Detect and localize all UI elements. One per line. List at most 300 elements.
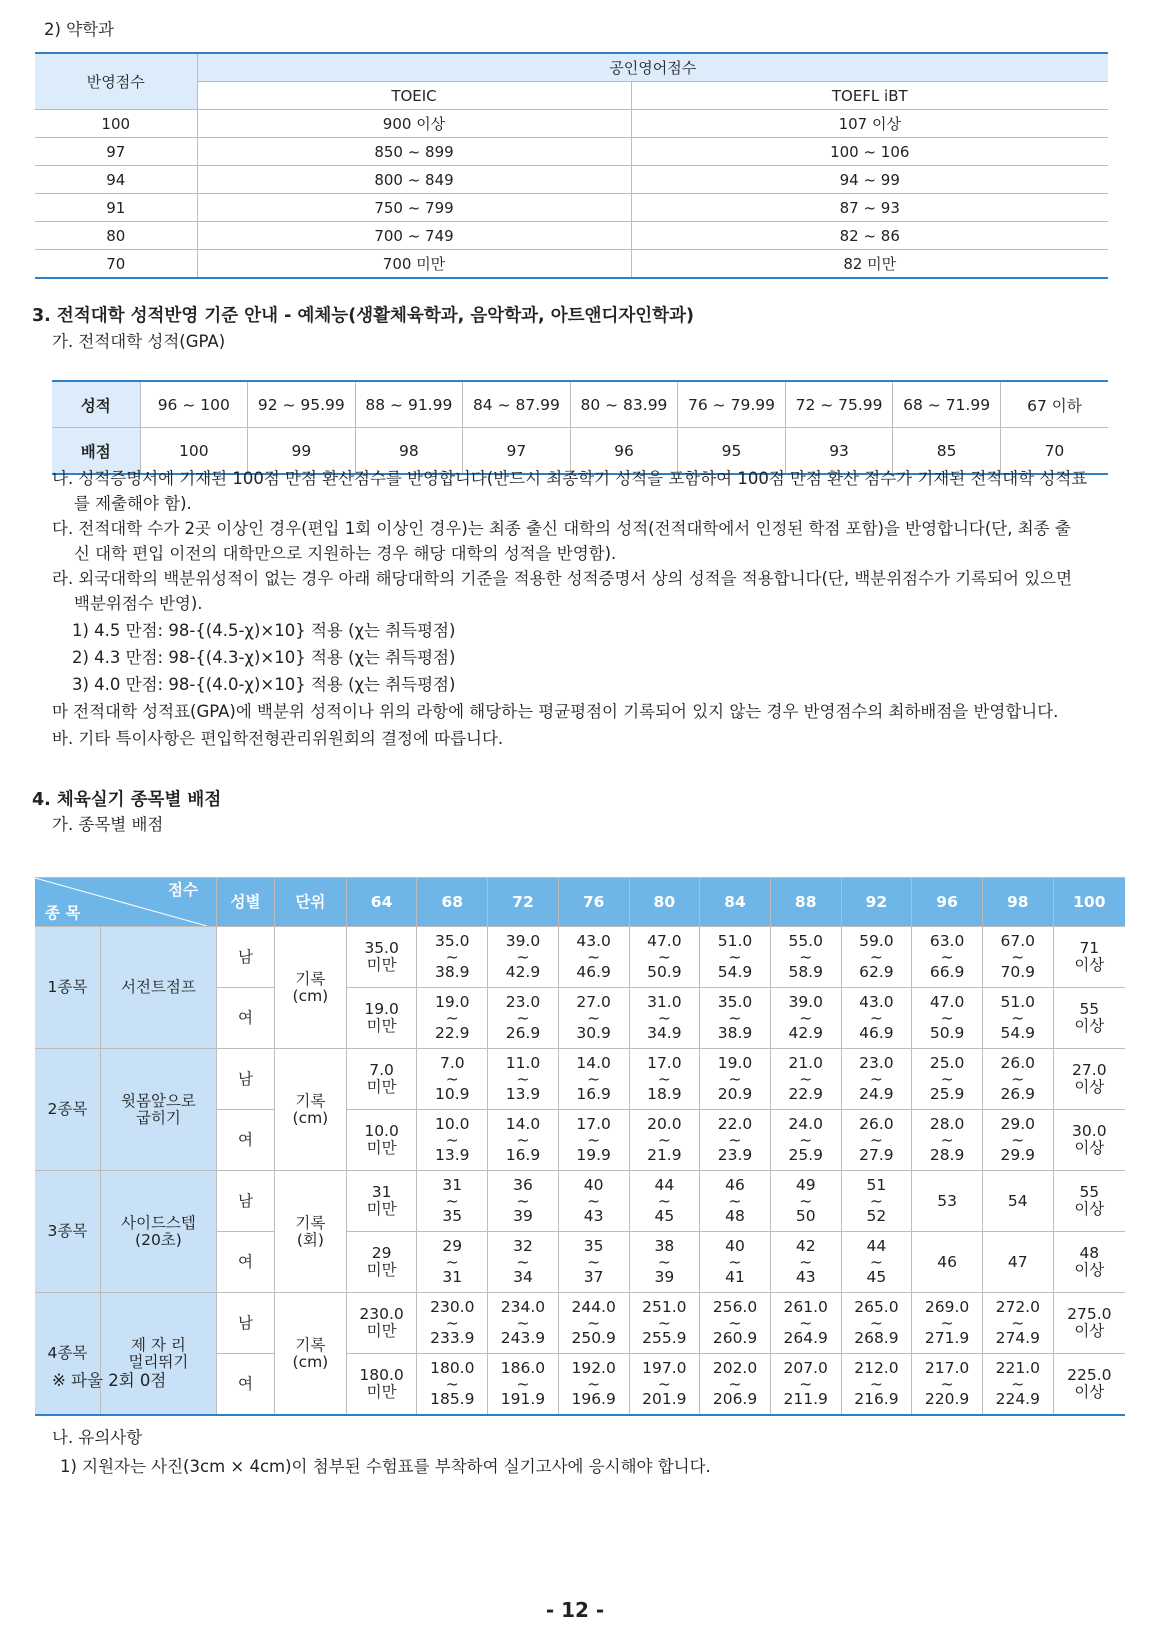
tilde: ~ <box>445 948 459 966</box>
range-cell <box>558 1110 629 1171</box>
range-cell <box>700 1110 771 1171</box>
range-cell <box>629 1354 700 1416</box>
range-cell <box>700 988 771 1049</box>
event-number: 3종목 <box>35 1171 100 1293</box>
tilde: ~ <box>799 1192 813 1210</box>
cell-line: 54 <box>1007 1191 1028 1210</box>
section3-ra-line1: 라. 외국대학의 백분위성적이 없는 경우 아래 해당대학의 기준을 적용한 성적증명서 상의 성적을 적용합니다(단, 백분위점수가 기록되어 있으면 <box>52 569 1073 588</box>
cell-line: 220.9 <box>924 1390 970 1408</box>
unit-cell <box>275 927 347 1049</box>
toefl-cell: 82 ~ 86 <box>631 222 1108 250</box>
tilde: ~ <box>445 1192 459 1210</box>
header-score-96: 96 <box>912 878 983 927</box>
gpa-grade-cell: 72 ~ 75.99 <box>785 381 893 428</box>
cell-line: 41 <box>725 1268 745 1286</box>
tilde: ~ <box>445 1009 459 1027</box>
range-cell <box>982 1354 1053 1416</box>
tilde: ~ <box>587 1192 601 1210</box>
score-cell: 91 <box>35 194 197 222</box>
range-cell <box>488 1354 559 1416</box>
header-score-76: 76 <box>558 878 629 927</box>
tilde: ~ <box>799 1314 813 1332</box>
section4-title: 4. 체육실기 종목별 배점 <box>32 790 222 810</box>
tilde: ~ <box>587 1009 601 1027</box>
cell-line: 이상 <box>1074 1017 1105 1035</box>
cell-line: 51.0 <box>717 932 753 950</box>
table-row <box>35 138 1108 166</box>
header-score: 반영점수 <box>35 53 197 110</box>
cell-line: 43 <box>583 1207 604 1225</box>
tilde: ~ <box>728 1253 742 1271</box>
unit-cell <box>275 1049 347 1171</box>
range-cell <box>982 988 1053 1049</box>
cell-line: 36 <box>513 1176 533 1194</box>
cell-line: (cm) <box>292 1352 329 1371</box>
cell-line: 180.0 <box>359 1366 404 1384</box>
tilde: ~ <box>799 1131 813 1149</box>
cell-line: 38.9 <box>435 963 470 981</box>
section4-sub-ga: 가. 종목별 배점 <box>52 815 164 834</box>
cell-line: 13.9 <box>505 1085 541 1103</box>
pharmacy-subheading: 2) 약학과 <box>44 20 114 39</box>
section4-sub-na: 나. 유의사항 <box>52 1428 143 1447</box>
cell-line: 43.0 <box>859 993 894 1011</box>
cell-line: 21.9 <box>647 1146 682 1164</box>
cell-line: 59.0 <box>859 932 894 950</box>
range-cell <box>417 988 488 1049</box>
cell-line: 55.0 <box>788 932 823 950</box>
gender-cell: 여 <box>216 1354 274 1416</box>
range-cell <box>700 1354 771 1416</box>
cell-line: 71 <box>1079 939 1100 957</box>
cell-line: 14.0 <box>505 1115 541 1133</box>
cell-line: 269.0 <box>924 1298 970 1316</box>
tilde: ~ <box>1011 1131 1025 1149</box>
cell-line: 10.0 <box>364 1122 399 1140</box>
tilde: ~ <box>587 1070 601 1088</box>
section3-ra-line2: 백분위점수 반영). <box>74 594 203 613</box>
cell-line: 50.9 <box>647 963 682 981</box>
tilde: ~ <box>587 1375 601 1393</box>
cell-line: 39 <box>654 1268 675 1286</box>
tilde: ~ <box>1011 1375 1025 1393</box>
cell-line: 28.0 <box>929 1115 965 1133</box>
cell-line: 55 <box>1079 1000 1100 1018</box>
cell-line: 13.9 <box>435 1146 470 1164</box>
header-score-72: 72 <box>488 878 559 927</box>
gender-cell: 남 <box>216 1171 274 1232</box>
cell-line: 206.9 <box>712 1390 758 1408</box>
cell-line: 31 <box>371 1183 392 1201</box>
cell-line: (20초) <box>135 1230 182 1249</box>
section3-na-line2: 를 제출해야 함). <box>74 494 192 513</box>
gpa-grade-cell: 76 ~ 79.99 <box>678 381 786 428</box>
section3-ma: 마 전적대학 성적표(GPA)에 백분위 성적이나 위의 라항에 해당하는 평균평점이 기록되어 있지 않는 경우 반영점수의 최하배점을 반영합니다. <box>52 702 1059 721</box>
toefl-cell: 100 ~ 106 <box>631 138 1108 166</box>
tilde: ~ <box>1011 1314 1025 1332</box>
score-cell: 100 <box>35 110 197 138</box>
cell-line: 16.9 <box>576 1085 611 1103</box>
gpa-points-cell: 100 <box>140 428 248 475</box>
cell-line: 미만 <box>366 1261 397 1279</box>
cell-line: 58.9 <box>788 963 823 981</box>
cell-line: 192.0 <box>571 1359 616 1377</box>
tilde: ~ <box>728 948 742 966</box>
tilde: ~ <box>587 948 601 966</box>
section3-ba: 바. 기타 특이사항은 편입학전형관리위원회의 결정에 따릅니다. <box>52 729 504 748</box>
cell-line: 40 <box>725 1237 745 1255</box>
cell-line: 62.9 <box>859 963 894 981</box>
event-number: 2종목 <box>35 1049 100 1171</box>
cell-line: 19.0 <box>435 993 470 1011</box>
range-cell <box>982 1110 1053 1171</box>
cell-line: 251.0 <box>642 1298 687 1316</box>
cell-line: 28.9 <box>929 1146 965 1164</box>
cell-line: 53 <box>937 1191 957 1210</box>
header-english-group: 공인영어점수 <box>197 53 1108 82</box>
cell-line: 47 <box>1007 1252 1028 1271</box>
tilde: ~ <box>728 1009 742 1027</box>
cell-line: 29 <box>371 1244 392 1262</box>
range-cell <box>912 1171 983 1232</box>
event-name <box>100 1171 216 1293</box>
tilde: ~ <box>869 948 883 966</box>
pe-practical-score-table <box>35 877 1125 1416</box>
cell-line: 221.0 <box>995 1359 1040 1377</box>
cell-line: 216.9 <box>854 1390 899 1408</box>
cell-line: 180.0 <box>430 1359 475 1377</box>
cell-line: 47.0 <box>647 932 682 950</box>
cell-line: 29.0 <box>1000 1115 1036 1133</box>
cell-line: 271.9 <box>924 1329 970 1347</box>
foul-note: ※ 파울 2회 0점 <box>52 1371 167 1390</box>
score-64-cell <box>346 988 417 1049</box>
tilde: ~ <box>516 1375 530 1393</box>
cell-line: 51 <box>866 1176 887 1194</box>
range-cell <box>841 988 912 1049</box>
cell-line: 255.9 <box>642 1329 687 1347</box>
tilde: ~ <box>445 1375 459 1393</box>
formula-45: 1) 4.5 만점: 98-{(4.5-χ)×10} 적용 (χ는 취득평점) <box>72 621 456 640</box>
range-cell <box>770 1232 841 1293</box>
tilde: ~ <box>869 1192 883 1210</box>
cell-line: 기록 <box>295 1091 326 1110</box>
toefl-cell: 87 ~ 93 <box>631 194 1108 222</box>
cell-line: 이상 <box>1074 956 1105 974</box>
tilde: ~ <box>516 1131 530 1149</box>
range-cell <box>770 927 841 988</box>
cell-line: 23.0 <box>505 993 541 1011</box>
gpa-grade-cell: 68 ~ 71.99 <box>893 381 1001 428</box>
cell-line: 42.9 <box>788 1024 823 1042</box>
formula-43: 2) 4.3 만점: 98-{(4.3-χ)×10} 적용 (χ는 취득평점) <box>72 648 456 667</box>
cell-line: 230.0 <box>359 1305 404 1323</box>
cell-line: 217.0 <box>924 1359 970 1377</box>
range-cell <box>488 1171 559 1232</box>
unit-cell <box>275 1171 347 1293</box>
score-100-cell <box>1053 1232 1125 1293</box>
cell-line: 256.0 <box>712 1298 758 1316</box>
gpa-points-cell: 98 <box>355 428 463 475</box>
cell-line: 이상 <box>1074 1139 1105 1157</box>
range-cell <box>912 1232 983 1293</box>
event-number: 4종목 <box>35 1293 100 1416</box>
cell-line: 29 <box>442 1237 463 1255</box>
toeic-cell: 700 ~ 749 <box>197 222 631 250</box>
event-name <box>100 927 216 1049</box>
score-cell: 97 <box>35 138 197 166</box>
cell-line: 43 <box>795 1268 816 1286</box>
cell-line: 35.0 <box>435 932 470 950</box>
cell-line: 54.9 <box>1000 1024 1036 1042</box>
range-cell <box>488 1232 559 1293</box>
cell-line: 268.9 <box>854 1329 899 1347</box>
cell-line: 24.9 <box>859 1085 894 1103</box>
tilde: ~ <box>799 1253 813 1271</box>
cell-line: 234.0 <box>500 1298 546 1316</box>
range-cell <box>982 1293 1053 1354</box>
score-64-cell <box>346 1049 417 1110</box>
range-cell <box>558 1049 629 1110</box>
range-cell <box>841 1354 912 1416</box>
score-100-cell <box>1053 1110 1125 1171</box>
header-score-64: 64 <box>346 878 417 927</box>
cell-line: 미만 <box>366 1322 397 1340</box>
score-100-cell <box>1053 1049 1125 1110</box>
gpa-points-cell: 93 <box>785 428 893 475</box>
gender-cell: 남 <box>216 1293 274 1354</box>
toeic-cell: 700 미만 <box>197 250 631 279</box>
section3-title: 3. 전적대학 성적반영 기준 안내 - 예체능(생활체육학과, 음악학과, 아트앤디자인학과) <box>32 306 694 326</box>
range-cell <box>558 1171 629 1232</box>
table-row <box>35 110 1108 138</box>
gpa-grade-cell: 80 ~ 83.99 <box>570 381 678 428</box>
cell-line: 14.0 <box>576 1054 611 1072</box>
event-name <box>100 1293 216 1416</box>
range-cell <box>770 1354 841 1416</box>
cell-line: 39.0 <box>505 932 541 950</box>
cell-line: 46.9 <box>576 963 611 981</box>
tilde: ~ <box>799 948 813 966</box>
tilde: ~ <box>869 1070 883 1088</box>
gpa-grade-cell: 96 ~ 100 <box>140 381 248 428</box>
cell-line: 39.0 <box>788 993 823 1011</box>
cell-line: 46.9 <box>859 1024 894 1042</box>
tilde: ~ <box>1011 1009 1025 1027</box>
cell-line: 48 <box>1079 1244 1100 1262</box>
cell-line: 17.0 <box>576 1115 611 1133</box>
cell-line: 20.9 <box>717 1085 753 1103</box>
range-cell <box>912 988 983 1049</box>
cell-line: 미만 <box>366 1139 397 1157</box>
cell-line: 63.0 <box>929 932 965 950</box>
cell-line: 이상 <box>1074 1383 1105 1401</box>
cell-line: 30.9 <box>576 1024 611 1042</box>
tilde: ~ <box>799 1009 813 1027</box>
cell-line: 25.9 <box>788 1146 823 1164</box>
cell-line: 274.9 <box>995 1329 1040 1347</box>
table-row <box>35 927 1125 988</box>
section3-da-line1: 다. 전적대학 수가 2곳 이상인 경우(편입 1회 이상인 경우)는 최종 출신 대학의 성적(전적대학에서 인정된 학점 포함)을 반영합니다(단, 최종 출 <box>52 519 1071 538</box>
gpa-table <box>52 380 1108 475</box>
cell-line: 26.0 <box>859 1115 894 1133</box>
tilde: ~ <box>445 1070 459 1088</box>
cell-line: 미만 <box>366 1200 397 1218</box>
range-cell <box>982 1232 1053 1293</box>
range-cell <box>841 927 912 988</box>
range-cell <box>770 1049 841 1110</box>
tilde: ~ <box>516 948 530 966</box>
cell-line: 66.9 <box>929 963 965 981</box>
gpa-grade-cell: 92 ~ 95.99 <box>248 381 356 428</box>
range-cell <box>841 1171 912 1232</box>
gpa-points-cell: 85 <box>893 428 1001 475</box>
cell-line: 29.9 <box>1000 1146 1036 1164</box>
range-cell <box>912 1293 983 1354</box>
range-cell <box>700 927 771 988</box>
table-row <box>35 1293 1125 1354</box>
section3-sub-ga: 가. 전적대학 성적(GPA) <box>52 332 226 351</box>
range-cell <box>417 1232 488 1293</box>
cell-line: 50 <box>795 1207 816 1225</box>
cell-line: 21.0 <box>788 1054 823 1072</box>
tilde: ~ <box>869 1253 883 1271</box>
cell-line: 18.9 <box>647 1085 682 1103</box>
range-cell <box>700 1171 771 1232</box>
gpa-points-cell: 70 <box>1000 428 1108 475</box>
tilde: ~ <box>940 1070 954 1088</box>
cell-line: 43.0 <box>576 932 611 950</box>
range-cell <box>629 1049 700 1110</box>
range-cell <box>982 1171 1053 1232</box>
tilde: ~ <box>940 1375 954 1393</box>
tilde: ~ <box>445 1253 459 1271</box>
range-cell <box>770 1110 841 1171</box>
toeic-cell: 900 이상 <box>197 110 631 138</box>
cell-line: 44 <box>654 1176 675 1194</box>
cell-line: 37 <box>583 1268 604 1286</box>
range-cell <box>417 1110 488 1171</box>
cell-line: 264.9 <box>783 1329 828 1347</box>
cell-line: 52 <box>866 1207 887 1225</box>
range-cell <box>488 988 559 1049</box>
cell-line: (cm) <box>292 986 329 1005</box>
range-cell <box>629 1171 700 1232</box>
header-gender: 성별 <box>216 878 274 927</box>
cell-line: 26.9 <box>505 1024 541 1042</box>
range-cell <box>841 1293 912 1354</box>
section3-na-line1: 나. 성적증명서에 기재된 100점 만점 환산점수를 반영합니다(반드시 최종학기 성적을 포함하여 100점 만점 환산 점수가 기재된 전적대학 성적표 <box>52 469 1088 488</box>
cell-line: 31 <box>442 1176 463 1194</box>
range-cell <box>770 988 841 1049</box>
tilde: ~ <box>728 1070 742 1088</box>
score-100-cell <box>1053 1293 1125 1354</box>
cell-line: 54.9 <box>717 963 753 981</box>
cell-line: 10.9 <box>435 1085 470 1103</box>
cell-line: 기록 <box>295 1213 326 1232</box>
header-score-100: 100 <box>1053 878 1125 927</box>
tilde: ~ <box>940 948 954 966</box>
range-cell <box>700 1232 771 1293</box>
cell-line: 22.9 <box>435 1024 470 1042</box>
cell-line: 10.0 <box>435 1115 470 1133</box>
gender-cell: 여 <box>216 1110 274 1171</box>
cell-line: 42 <box>795 1237 816 1255</box>
tilde: ~ <box>587 1314 601 1332</box>
tilde: ~ <box>940 1009 954 1027</box>
cell-line: 50.9 <box>929 1024 965 1042</box>
score-64-cell <box>346 1354 417 1416</box>
tilde: ~ <box>799 1070 813 1088</box>
tilde: ~ <box>657 1253 671 1271</box>
tilde: ~ <box>869 1375 883 1393</box>
cell-line: 38 <box>654 1237 675 1255</box>
cell-line: 42.9 <box>505 963 541 981</box>
section4-na-1: 1) 지원자는 사진(3cm × 4cm)이 첨부된 수험표를 부착하여 실기고사에 응시해야 합니다. <box>60 1457 711 1476</box>
cell-line: 11.0 <box>505 1054 541 1072</box>
cell-line: 38.9 <box>717 1024 753 1042</box>
score-64-cell <box>346 927 417 988</box>
cell-line: (cm) <box>292 1108 329 1127</box>
cell-line: 230.0 <box>430 1298 475 1316</box>
cell-line: 멀리뛰기 <box>128 1352 189 1371</box>
cell-line: 67.0 <box>1000 932 1036 950</box>
table-row <box>35 1049 1125 1110</box>
cell-line: 27.0 <box>1072 1061 1107 1079</box>
score-100-cell <box>1053 988 1125 1049</box>
cell-line: 45 <box>654 1207 675 1225</box>
tilde: ~ <box>657 1070 671 1088</box>
tilde: ~ <box>728 1314 742 1332</box>
table-row <box>35 194 1108 222</box>
range-cell <box>841 1110 912 1171</box>
cell-line: 40 <box>583 1176 604 1194</box>
cell-line: 22.9 <box>788 1085 823 1103</box>
gpa-points-cell: 95 <box>678 428 786 475</box>
tilde: ~ <box>657 1009 671 1027</box>
tilde: ~ <box>869 1314 883 1332</box>
cell-line: 31 <box>442 1268 463 1286</box>
range-cell <box>629 988 700 1049</box>
tilde: ~ <box>657 1375 671 1393</box>
cell-line: 23.9 <box>717 1146 753 1164</box>
event-name <box>100 1049 216 1171</box>
table-row <box>35 166 1108 194</box>
range-cell <box>841 1232 912 1293</box>
diag-label-event: 종 목 <box>45 904 81 922</box>
header-score-92: 92 <box>841 878 912 927</box>
cell-line: 7.0 <box>439 1054 465 1072</box>
range-cell <box>488 1110 559 1171</box>
cell-line: 39 <box>513 1207 533 1225</box>
header-toeic: TOEIC <box>197 82 631 110</box>
range-cell <box>417 1049 488 1110</box>
cell-line: 186.0 <box>500 1359 546 1377</box>
cell-line: 23.0 <box>859 1054 894 1072</box>
cell-line: 201.9 <box>642 1390 687 1408</box>
header-toefl: TOEFL iBT <box>631 82 1108 110</box>
cell-line: 45 <box>866 1268 887 1286</box>
range-cell <box>982 927 1053 988</box>
cell-line: 48 <box>725 1207 745 1225</box>
range-cell <box>629 927 700 988</box>
cell-line: 243.9 <box>500 1329 546 1347</box>
cell-line: 사이드스텝 <box>121 1213 196 1232</box>
range-cell <box>558 1354 629 1416</box>
cell-line: 19.9 <box>576 1146 611 1164</box>
score-100-cell <box>1053 1171 1125 1232</box>
cell-line: 34 <box>513 1268 533 1286</box>
